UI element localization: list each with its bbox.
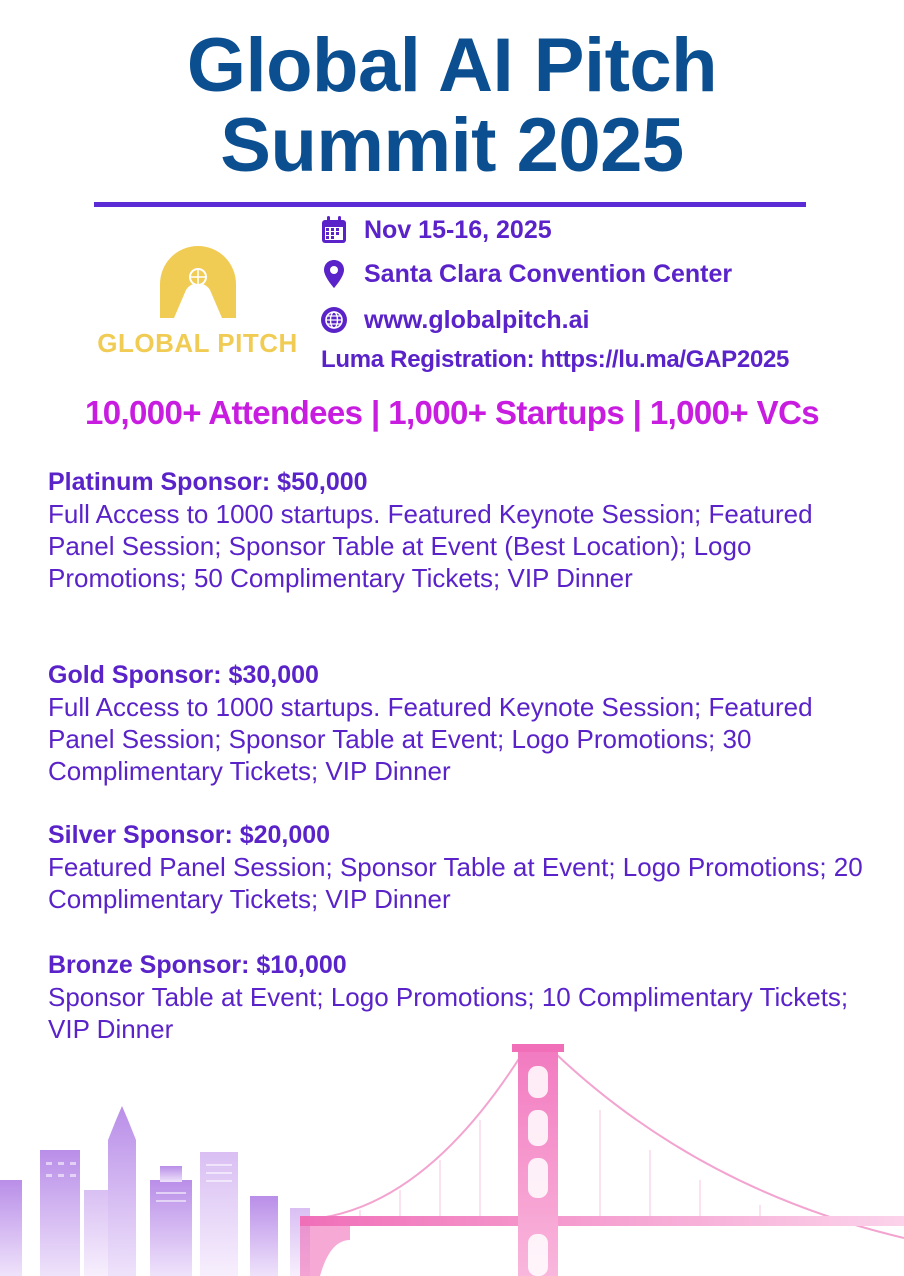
sponsor-tier-silver (48, 819, 868, 915)
event-location (320, 258, 732, 290)
page-title (0, 23, 904, 188)
sponsor-tier-heading: Silver Sponsor: $20,000 (48, 821, 331, 849)
sponsor-tier-benefits: Featured Panel Session; Sponsor Table at Event; Logo Promotions; 20 Complimentary Tickets; VIP Dinner (48, 852, 863, 914)
sponsor-tier-benefits: Full Access to 1000 startups. Featured Keynote Session; Featured Panel Session; Sponsor Table at Event (Best Location); Logo Promotions; 50 Complimentary Tickets; VIP Dinner (48, 499, 813, 593)
globe-icon (320, 306, 348, 334)
sponsor-tier-benefits: Full Access to 1000 startups. Featured Keynote Session; Featured Panel Session; Sponsor Table at Event; Logo Promotions; 30 Complimentary Tickets; VIP Dinner (48, 692, 813, 786)
map-pin-icon (320, 260, 348, 288)
title-divider (94, 202, 806, 207)
globe-arch-logo-icon (160, 246, 236, 324)
event-website-link[interactable]: www.globalpitch.ai (364, 305, 590, 334)
event-website (320, 304, 589, 336)
event-location-text: Santa Clara Convention Center (364, 259, 733, 288)
event-date (320, 214, 552, 246)
event-date-text: Nov 15-16, 2025 (364, 215, 552, 244)
title-line-2: Summit 2025 (220, 103, 684, 188)
sponsor-tier-heading: Gold Sponsor: $30,000 (48, 661, 319, 689)
sponsor-tier-bronze (48, 949, 868, 1045)
skyline-bridge-illustration (0, 1040, 904, 1276)
calendar-icon (320, 216, 348, 244)
sponsor-tier-heading: Platinum Sponsor: $50,000 (48, 468, 368, 496)
logo-wordmark: GLOBAL PITCH (97, 328, 298, 358)
sponsor-tier-heading: Bronze Sponsor: $10,000 (48, 951, 347, 979)
global-pitch-logo (90, 246, 305, 356)
registration-link[interactable]: Luma Registration: https://lu.ma/GAP2025 (321, 346, 790, 373)
sponsor-tier-gold (48, 659, 868, 787)
sponsor-tier-benefits: Sponsor Table at Event; Logo Promotions; 10 Complimentary Tickets; VIP Dinner (48, 982, 849, 1044)
sponsor-tier-platinum (48, 466, 868, 594)
title-line-1: Global AI Pitch (186, 23, 718, 108)
event-stats: 10,000+ Attendees | 1,000+ Startups | 1,000+ VCs (84, 394, 820, 431)
